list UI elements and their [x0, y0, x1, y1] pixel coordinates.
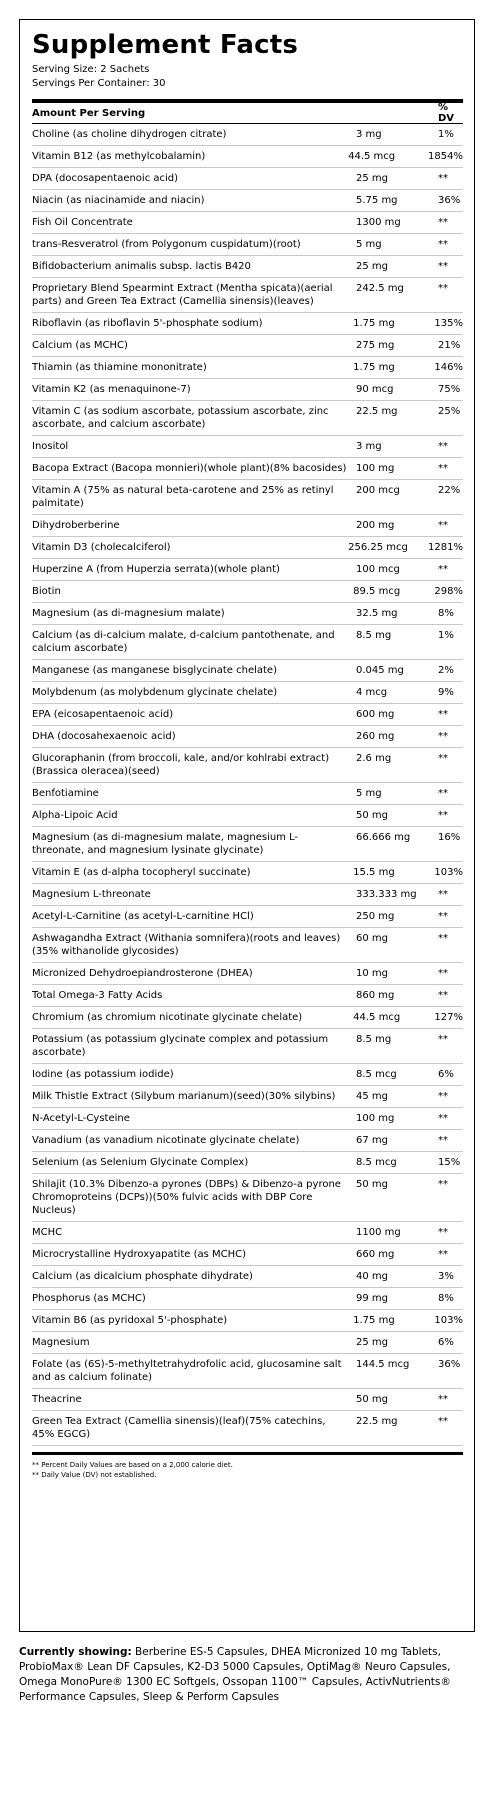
nutrient-name: Bifidobacterium animalis subsp. lactis B420 — [32, 261, 251, 272]
table-row — [32, 783, 463, 805]
nutrient-dv: ** — [438, 788, 448, 799]
nutrient-amount: 1300 mg — [356, 217, 401, 228]
nutrient-name: Niacin (as niacinamide and niacin) — [32, 195, 205, 206]
nutrient-amount: 25 mg — [356, 173, 388, 184]
nutrient-amount: 8.5 mcg — [356, 1069, 397, 1080]
nutrient-dv: ** — [438, 889, 448, 900]
nutrient-name: DPA (docosapentaenoic acid) — [32, 173, 179, 184]
table-row — [32, 278, 463, 313]
nutrient-name: Huperzine A (from Huperzia serrata)(whole plant) — [32, 564, 280, 575]
nutrient-name: Milk Thistle Extract (Silybum marianum)(seed)(30% silybins) — [32, 1091, 336, 1102]
table-row — [32, 1310, 463, 1332]
nutrient-amount: 1.75 mg — [353, 362, 395, 373]
table-row — [32, 234, 463, 256]
nutrient-dv: ** — [438, 239, 448, 250]
table-row — [32, 1152, 463, 1174]
table-row — [32, 985, 463, 1007]
table-row — [32, 1007, 463, 1029]
nutrient-dv: 75% — [438, 384, 461, 395]
nutrient-name: Acetyl-L-Carnitine (as acetyl-L-carnitine HCl) — [32, 911, 254, 922]
nutrient-amount: 100 mg — [356, 463, 395, 474]
servings-per-container: Servings Per Container: 30 — [32, 78, 166, 89]
nutrient-name: EPA (eicosapentaenoic acid) — [32, 709, 174, 720]
nutrient-name: Magnesium (as di-magnesium malate, magnesium L-threonate, and magnesium lysinate glycinate) — [32, 832, 299, 856]
nutrient-name: Theacrine — [32, 1394, 82, 1405]
nutrient-name: Inositol — [32, 441, 69, 452]
table-row — [32, 963, 463, 985]
nutrient-dv: ** — [438, 968, 448, 979]
nutrient-amount: 44.5 mcg — [348, 151, 396, 162]
nutrient-dv: 1% — [438, 630, 454, 641]
nutrient-name: Glucoraphanin (from broccoli, kale, and/or kohlrabi extract)(Brassica oleracea)(seed) — [32, 753, 330, 777]
nutrient-dv: 25% — [438, 406, 461, 417]
nutrient-amount: 15.5 mg — [353, 867, 395, 878]
table-row — [32, 827, 463, 862]
table-row — [32, 190, 463, 212]
table-row — [32, 335, 463, 357]
nutrient-dv: ** — [438, 1034, 448, 1045]
nutrient-name: Magnesium — [32, 1337, 90, 1348]
nutrient-dv: ** — [438, 564, 448, 575]
nutrient-dv: 9% — [438, 687, 454, 698]
nutrient-dv: ** — [438, 1135, 448, 1146]
nutrient-dv: 3% — [438, 1271, 454, 1282]
nutrient-dv: 1281% — [428, 542, 463, 553]
nutrient-name: Fish Oil Concentrate — [32, 217, 133, 228]
nutrient-amount: 250 mg — [356, 911, 395, 922]
table-row — [32, 682, 463, 704]
nutrient-amount: 22.5 mg — [356, 406, 398, 417]
nutrient-name: Calcium (as di-calcium malate, d-calcium pantothenate, and calcium ascorbate) — [32, 630, 335, 654]
nutrient-dv: ** — [438, 1249, 448, 1260]
nutrient-dv: 298% — [434, 586, 463, 597]
currently-showing — [19, 1645, 481, 1705]
table-row — [32, 1222, 463, 1244]
nutrient-name: Chromium (as chromium nicotinate glycinate chelate) — [32, 1012, 303, 1023]
nutrient-name: Ashwagandha Extract (Withania somnifera)(roots and leaves)(35% withanolide glycosides) — [32, 933, 341, 957]
nutrient-amount: 260 mg — [356, 731, 395, 742]
nutrient-dv: ** — [438, 810, 448, 821]
table-row — [32, 660, 463, 682]
nutrient-dv: 135% — [434, 318, 463, 329]
table-row — [32, 515, 463, 537]
nutrient-amount: 50 mg — [356, 1394, 388, 1405]
nutrient-dv: 103% — [434, 867, 463, 878]
table-row — [32, 379, 463, 401]
nutrient-dv: ** — [438, 463, 448, 474]
nutrient-amount: 275 mg — [356, 340, 395, 351]
nutrient-dv: 8% — [438, 1293, 454, 1304]
nutrient-name: Thiamin (as thiamine mononitrate) — [32, 362, 207, 373]
nutrient-amount: 25 mg — [356, 1337, 388, 1348]
nutrient-dv: ** — [438, 731, 448, 742]
nutrient-name: MCHC — [32, 1227, 63, 1238]
nutrient-name: Potassium (as potassium glycinate complex and potassium ascorbate) — [32, 1034, 329, 1058]
nutrient-dv: ** — [438, 753, 448, 764]
table-row — [32, 559, 463, 581]
table-header — [32, 103, 463, 124]
table-row — [32, 805, 463, 827]
nutrient-dv: ** — [438, 1416, 448, 1427]
table-row — [32, 1029, 463, 1064]
nutrient-dv: 22% — [438, 485, 461, 496]
table-row — [32, 1288, 463, 1310]
nutrient-dv: ** — [438, 933, 448, 944]
bottom-divider — [32, 1452, 463, 1455]
table-row — [32, 1108, 463, 1130]
nutrient-amount: 8.5 mcg — [356, 1157, 397, 1168]
nutrient-table — [32, 124, 463, 1446]
nutrient-name: N-Acetyl-L-Cysteine — [32, 1113, 130, 1124]
table-row — [32, 1266, 463, 1288]
table-row — [32, 1086, 463, 1108]
nutrient-amount: 40 mg — [356, 1271, 388, 1282]
nutrient-dv: 2% — [438, 665, 454, 676]
nutrient-amount: 50 mg — [356, 810, 388, 821]
currently-showing-label: Currently showing: — [19, 1646, 132, 1658]
table-row — [32, 1130, 463, 1152]
table-row — [32, 928, 463, 963]
table-row — [32, 1411, 463, 1446]
nutrient-name: Vitamin B6 (as pyridoxal 5'-phosphate) — [32, 1315, 228, 1326]
nutrient-name: Total Omega-3 Fatty Acids — [32, 990, 163, 1001]
nutrient-name: Micronized Dehydroepiandrosterone (DHEA) — [32, 968, 253, 979]
nutrient-amount: 200 mg — [356, 520, 395, 531]
nutrient-amount: 25 mg — [356, 261, 388, 272]
table-row — [32, 726, 463, 748]
nutrient-amount: 200 mcg — [356, 485, 400, 496]
nutrient-amount: 2.6 mg — [356, 753, 392, 764]
nutrient-dv: 16% — [438, 832, 461, 843]
nutrient-dv: ** — [438, 1113, 448, 1124]
table-row — [32, 1064, 463, 1086]
nutrient-name: Vitamin C (as sodium ascorbate, potassium ascorbate, zinc ascorbate, and calcium ascorbate) — [32, 406, 329, 430]
nutrient-name: Selenium (as Selenium Glycinate Complex) — [32, 1157, 249, 1168]
table-row — [32, 313, 463, 335]
nutrient-amount: 5 mg — [356, 239, 382, 250]
table-row — [32, 480, 463, 515]
nutrient-name: Shilajit (10.3% Dibenzo-a pyrones (DBPs) & Dibenzo-a pyrone Chromoproteins (DCPs))(50% fulvic acids with DBP Core Nucleus) — [32, 1179, 341, 1216]
table-row — [32, 357, 463, 379]
table-row — [32, 748, 463, 783]
currently-showing-text: Berberine ES-5 Capsules, DHEA Micronized 10 mg Tablets, ProbioMax® Lean DF Capsules, K2-D3 5000 Capsules, OptiMag® Neuro Capsules, Omega MonoPure® 1300 EC Softgels, Ossopan 1100™ Capsules, ActivNutrients® Performance Capsules, Sleep & Perform Capsules — [19, 1646, 451, 1703]
nutrient-name: trans-Resveratrol (from Polygonum cuspidatum)(root) — [32, 239, 301, 250]
table-row — [32, 256, 463, 278]
nutrient-dv: ** — [438, 1227, 448, 1238]
nutrient-amount: 66.666 mg — [356, 832, 411, 843]
nutrient-amount: 8.5 mg — [356, 630, 392, 641]
nutrient-dv: ** — [438, 990, 448, 1001]
nutrient-dv: ** — [438, 1091, 448, 1102]
table-row — [32, 212, 463, 234]
table-row — [32, 1174, 463, 1222]
nutrient-name: Biotin — [32, 586, 61, 597]
table-row — [32, 581, 463, 603]
nutrient-amount: 5 mg — [356, 788, 382, 799]
nutrient-amount: 144.5 mcg — [356, 1359, 410, 1370]
nutrient-amount: 90 mcg — [356, 384, 394, 395]
nutrient-dv: 146% — [434, 362, 463, 373]
table-row — [32, 146, 463, 168]
nutrient-dv: 1% — [438, 129, 454, 140]
nutrient-amount: 1.75 mg — [353, 1315, 395, 1326]
nutrient-amount: 3 mg — [356, 129, 382, 140]
table-row — [32, 884, 463, 906]
nutrient-dv: ** — [438, 173, 448, 184]
nutrient-name: Vitamin K2 (as menaquinone-7) — [32, 384, 191, 395]
nutrient-amount: 5.75 mg — [356, 195, 398, 206]
table-row — [32, 436, 463, 458]
header-amount: Amount Per Serving — [32, 107, 146, 119]
nutrient-amount: 600 mg — [356, 709, 395, 720]
supplement-facts-panel — [19, 19, 475, 1632]
nutrient-amount: 22.5 mg — [356, 1416, 398, 1427]
nutrient-dv: 15% — [438, 1157, 461, 1168]
nutrient-dv: 1854% — [428, 151, 463, 162]
nutrient-dv: 36% — [438, 1359, 461, 1370]
nutrient-name: Vitamin A (75% as natural beta-carotene and 25% as retinyl palmitate) — [32, 485, 334, 509]
nutrient-dv: ** — [438, 1179, 448, 1190]
nutrient-dv: ** — [438, 441, 448, 452]
nutrient-name: Bacopa Extract (Bacopa monnieri)(whole plant)(8% bacosides) — [32, 463, 347, 474]
nutrient-amount: 89.5 mcg — [353, 586, 401, 597]
table-row — [32, 458, 463, 480]
nutrient-dv: 103% — [434, 1315, 463, 1326]
table-row — [32, 1332, 463, 1354]
table-row — [32, 625, 463, 660]
nutrient-name: Magnesium (as di-magnesium malate) — [32, 608, 225, 619]
nutrient-name: Vitamin D3 (cholecalciferol) — [32, 542, 171, 553]
nutrient-amount: 10 mg — [356, 968, 388, 979]
nutrient-name: Magnesium L-threonate — [32, 889, 151, 900]
nutrient-dv: ** — [438, 1394, 448, 1405]
nutrient-amount: 3 mg — [356, 441, 382, 452]
nutrient-dv: 6% — [438, 1069, 454, 1080]
nutrient-name: Folate (as (6S)-5-methyltetrahydrofolic acid, glucosamine salt and as calcium folinate) — [32, 1359, 342, 1383]
nutrient-amount: 1100 mg — [356, 1227, 401, 1238]
nutrient-name: Vitamin E (as d-alpha tocopheryl succinate) — [32, 867, 251, 878]
footnote: ** Percent Daily Values are based on a 2,000 calorie diet. — [32, 1461, 233, 1469]
nutrient-dv: 21% — [438, 340, 461, 351]
nutrient-name: Calcium (as MCHC) — [32, 340, 128, 351]
nutrient-name: Phosphorus (as MCHC) — [32, 1293, 146, 1304]
nutrient-dv: 6% — [438, 1337, 454, 1348]
table-row — [32, 906, 463, 928]
nutrient-amount: 60 mg — [356, 933, 388, 944]
nutrient-dv: ** — [438, 261, 448, 272]
table-row — [32, 1354, 463, 1389]
header-dv: % DV — [438, 102, 455, 124]
nutrient-amount: 44.5 mcg — [353, 1012, 401, 1023]
table-row — [32, 537, 463, 559]
table-row — [32, 401, 463, 436]
nutrient-name: DHA (docosahexaenoic acid) — [32, 731, 176, 742]
nutrient-amount: 50 mg — [356, 1179, 388, 1190]
nutrient-amount: 4 mcg — [356, 687, 388, 698]
table-row — [32, 603, 463, 625]
nutrient-dv: 127% — [434, 1012, 463, 1023]
nutrient-amount: 0.045 mg — [356, 665, 404, 676]
nutrient-name: Riboflavin (as riboflavin 5'-phosphate sodium) — [32, 318, 263, 329]
table-row — [32, 862, 463, 884]
nutrient-name: Calcium (as dicalcium phosphate dihydrate) — [32, 1271, 253, 1282]
nutrient-name: Vitamin B12 (as methylcobalamin) — [32, 151, 206, 162]
nutrient-amount: 100 mg — [356, 1113, 395, 1124]
nutrient-amount: 660 mg — [356, 1249, 395, 1260]
table-row — [32, 1244, 463, 1266]
table-row — [32, 124, 463, 146]
nutrient-name: Choline (as choline dihydrogen citrate) — [32, 129, 227, 140]
nutrient-amount: 67 mg — [356, 1135, 388, 1146]
nutrient-amount: 333.333 mg — [356, 889, 417, 900]
nutrient-dv: 8% — [438, 608, 454, 619]
nutrient-dv: 36% — [438, 195, 461, 206]
nutrient-dv: ** — [438, 911, 448, 922]
nutrient-amount: 45 mg — [356, 1091, 388, 1102]
panel-title: Supplement Facts — [32, 30, 299, 60]
nutrient-name: Proprietary Blend Spearmint Extract (Mentha spicata)(aerial parts) and Green Tea Extract (Camellia sinensis)(leaves) — [32, 283, 333, 307]
nutrient-amount: 100 mcg — [356, 564, 400, 575]
nutrient-dv: ** — [438, 709, 448, 720]
nutrient-amount: 256.25 mcg — [348, 542, 408, 553]
nutrient-name: Vanadium (as vanadium nicotinate glycinate chelate) — [32, 1135, 300, 1146]
nutrient-name: Manganese (as manganese bisglycinate chelate) — [32, 665, 277, 676]
nutrient-name: Green Tea Extract (Camellia sinensis)(leaf)(75% catechins, 45% EGCG) — [32, 1416, 326, 1440]
serving-size: Serving Size: 2 Sachets — [32, 64, 150, 75]
nutrient-name: Dihydroberberine — [32, 520, 120, 531]
nutrient-name: Microcrystalline Hydroxyapatite (as MCHC) — [32, 1249, 247, 1260]
nutrient-name: Benfotiamine — [32, 788, 99, 799]
nutrient-amount: 32.5 mg — [356, 608, 398, 619]
nutrient-name: Iodine (as potassium iodide) — [32, 1069, 174, 1080]
nutrient-dv: ** — [438, 520, 448, 531]
nutrient-amount: 860 mg — [356, 990, 395, 1001]
table-row — [32, 1389, 463, 1411]
nutrient-amount: 99 mg — [356, 1293, 388, 1304]
nutrient-amount: 242.5 mg — [356, 283, 404, 294]
footnotes — [32, 1460, 463, 1480]
footnote: ** Daily Value (DV) not established. — [32, 1471, 157, 1479]
nutrient-amount: 8.5 mg — [356, 1034, 392, 1045]
table-row — [32, 168, 463, 190]
nutrient-name: Alpha-Lipoic Acid — [32, 810, 118, 821]
table-row — [32, 704, 463, 726]
nutrient-name: Molybdenum (as molybdenum glycinate chelate) — [32, 687, 278, 698]
nutrient-dv: ** — [438, 283, 448, 294]
nutrient-dv: ** — [438, 217, 448, 228]
nutrient-amount: 1.75 mg — [353, 318, 395, 329]
